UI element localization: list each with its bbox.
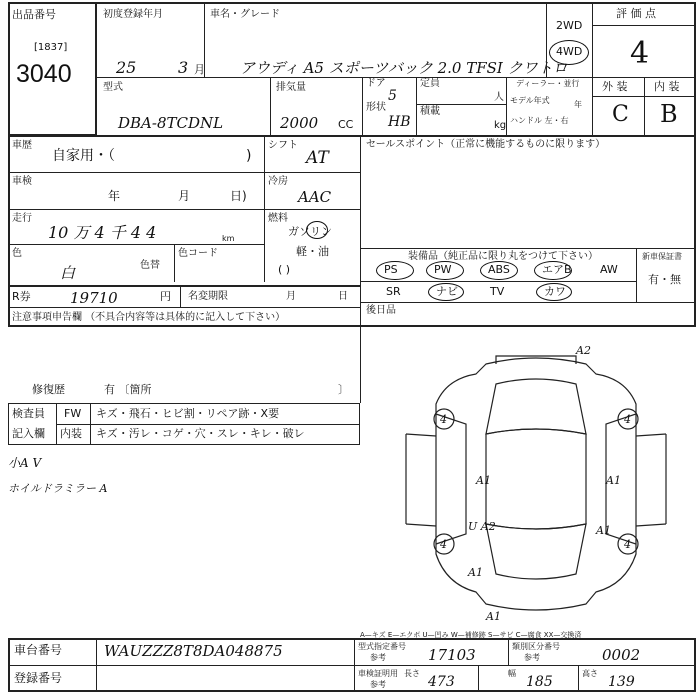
capacity-unit: 人 [494, 92, 504, 103]
exterior-value: C [612, 102, 629, 127]
color-label: 色 [12, 248, 22, 259]
color-code-label: 色コード [178, 248, 218, 259]
class-label: 類別区分番号 [512, 642, 560, 651]
type-label: 型式 [103, 82, 123, 93]
repair-label: 修復歴 [32, 383, 65, 396]
repaint-label: 色替 [140, 260, 160, 271]
equipment-header: 装備品（純正品に限り丸をつけて下さい） [408, 251, 598, 262]
new-car-label: 新車保証書 [642, 252, 682, 261]
displacement-label: 排気量 [276, 82, 306, 93]
inspector-fw: FW [64, 407, 82, 420]
reg-month: 3 [178, 58, 189, 77]
equipment-item: ABS [488, 263, 510, 276]
handwritten-note-1: 小A V [8, 456, 42, 470]
drive-4wd-circle [549, 40, 589, 65]
name-change-month: 月 [286, 291, 296, 302]
equipment-circle [428, 283, 464, 301]
equipment-item: AW [600, 263, 618, 276]
shaken-label: 車検 [12, 176, 32, 187]
diagram-mark-a2-top: A2 [576, 344, 591, 357]
type-value: DBA-8TCDNL [118, 114, 224, 132]
history-close: ) [246, 148, 252, 164]
inspector-fw-items: キズ・飛石・ヒビ割・リペア跡・X要 [96, 407, 280, 420]
type-cert-value: 17103 [428, 646, 476, 664]
equipment-item: TV [490, 285, 505, 298]
shift-label: シフト [268, 140, 298, 151]
damage-legend: A—キズ E—エクボ U—凹み W—補修跡 S—サビ C—腐食 XX—交換済 [360, 631, 582, 639]
name-change-label: 名変期限 [188, 291, 228, 302]
model-year-label: モデル年式 [510, 96, 550, 105]
equipment-item: PW [434, 263, 452, 276]
handwritten-note-2: ホイルドラミラー A [8, 482, 108, 495]
fuel-paren: ( ) [278, 263, 291, 276]
equipment-circle [376, 261, 414, 280]
length-value: 473 [428, 674, 455, 690]
inspector-interior-items: キズ・汚レ・コゲ・穴・スレ・キレ・破レ [96, 427, 305, 440]
grade-label: 評 価 点 [616, 7, 656, 20]
recycle-unit: 円 [160, 290, 171, 303]
equipment-item: PS [384, 263, 398, 276]
capacity-label: 定員 [420, 78, 440, 89]
aircon-value: AAC [298, 188, 332, 206]
equipment-circle [534, 261, 572, 280]
equipment-item: エアB [542, 263, 572, 276]
shift-value: AT [306, 148, 329, 168]
chassis-value: WAUZZZ8T8DA048875 [104, 642, 283, 660]
type-cert-sub: 参考 [370, 653, 386, 662]
length-label: 長さ [404, 669, 420, 678]
reg-year: 25 [116, 58, 137, 77]
diagram-wheel-rl: 4 [440, 538, 447, 551]
repair-value: 有 〔箇所 [104, 383, 152, 396]
equipment-circle [480, 261, 518, 280]
sales-points-label: セールスポイント（正常に機能するものに限ります） [366, 139, 606, 150]
repair-close: 〕 [338, 383, 349, 396]
lot-sub: [1837] [34, 42, 68, 53]
fuel-gasoline-circle [306, 221, 328, 239]
interior-value: B [660, 100, 678, 128]
inspector-label-2: 記入欄 [12, 427, 45, 440]
registration-label: 登録番号 [14, 671, 63, 685]
displacement-unit: CC [338, 118, 354, 131]
recycle-value: 19710 [70, 289, 118, 307]
diagram-mark-a1-left: A1 [476, 474, 491, 487]
reg-label: 初度登録年月 [103, 9, 163, 20]
lot-number: 3040 [16, 60, 72, 88]
car-diagram [396, 344, 676, 624]
reg-month-unit: 月 [194, 63, 205, 76]
handle-label: ハンドル 左・右 [510, 116, 569, 125]
equipment-circle [426, 261, 464, 280]
equipment-item: SR [386, 285, 401, 298]
equipment-item: ナビ [436, 285, 458, 298]
dealer-label: ディーラー・並行 [516, 79, 580, 88]
history-label: 車歴 [12, 140, 32, 151]
inspector-interior: 内装 [60, 427, 82, 440]
aircon-label: 冷房 [268, 176, 288, 187]
class-value: 0002 [602, 646, 641, 664]
equipment-circle [536, 283, 572, 301]
grade-value: 4 [630, 36, 650, 71]
shape-value: HB [388, 114, 411, 130]
fuel-label: 燃料 [268, 213, 288, 224]
displacement-value: 2000 [280, 114, 319, 132]
diagram-mark-a1-rear: A1 [486, 610, 501, 623]
model-label: 車名・グレード [210, 9, 280, 20]
mileage-label: 走行 [12, 213, 32, 224]
diagram-wheel-rr: 4 [624, 538, 631, 551]
load-label: 積載 [420, 106, 440, 117]
diagram-mark-a1-bottom-right: A1 [596, 524, 611, 537]
shape-label: 形状 [366, 102, 386, 113]
doors-label: ドア [366, 78, 386, 89]
type-cert-label: 型式指定番号 [358, 642, 406, 651]
height-value: 139 [608, 674, 635, 690]
cert-label: 車検証明用 [358, 669, 398, 678]
shaken-year: 年 [108, 189, 121, 203]
diagram-mark-a1-bottom-left: A1 [468, 566, 483, 579]
class-sub: 参考 [524, 653, 540, 662]
model-value: アウディ A5 スポーツバック 2.0 TFSI クワトロ [240, 59, 568, 77]
diagram-wheel-fr: 4 [624, 413, 631, 426]
color-value: 白 [60, 264, 76, 282]
interior-label: 内 装 [654, 80, 680, 93]
shaken-day: 日) [230, 189, 247, 203]
equipment-item: カワ [544, 285, 566, 298]
recycle-label: R券 [12, 290, 31, 303]
aftermarket-label: 後日品 [366, 305, 396, 316]
model-year-unit: 年 [574, 100, 582, 109]
lot-label: 出品番号 [12, 8, 56, 21]
shaken-month: 月 [178, 189, 191, 203]
fuel-diesel: 軽・油 [296, 245, 329, 258]
height-label: 高さ [582, 669, 598, 678]
load-unit: kg [494, 120, 507, 131]
fuel-gasoline: ガソリン [288, 225, 332, 238]
history-value: 自家用・（ [52, 148, 115, 164]
name-change-day: 日 [338, 291, 348, 302]
drive-4wd: 4WD [556, 45, 583, 58]
mileage-unit: km [222, 234, 235, 243]
mileage-value: 10 万 4 千 4 4 [48, 223, 157, 242]
new-car-value: 有・無 [648, 273, 681, 286]
exterior-label: 外 装 [602, 80, 628, 93]
doors-value: 5 [388, 88, 397, 104]
inspector-label-1: 検査員 [12, 407, 45, 420]
diagram-mark-ua2: U A2 [468, 520, 496, 533]
chassis-label: 車台番号 [14, 643, 63, 657]
notes-label: 注意事項申告欄 （不具合内容等は具体的に記入して下さい） [12, 312, 286, 323]
diagram-mark-a1-right: A1 [606, 474, 621, 487]
cert-sub: 参考 [370, 680, 386, 689]
auction-sheet [8, 2, 698, 692]
drive-2wd: 2WD [556, 19, 583, 32]
width-label: 幅 [508, 669, 516, 678]
width-value: 185 [526, 674, 553, 690]
diagram-wheel-fl: 4 [440, 413, 447, 426]
